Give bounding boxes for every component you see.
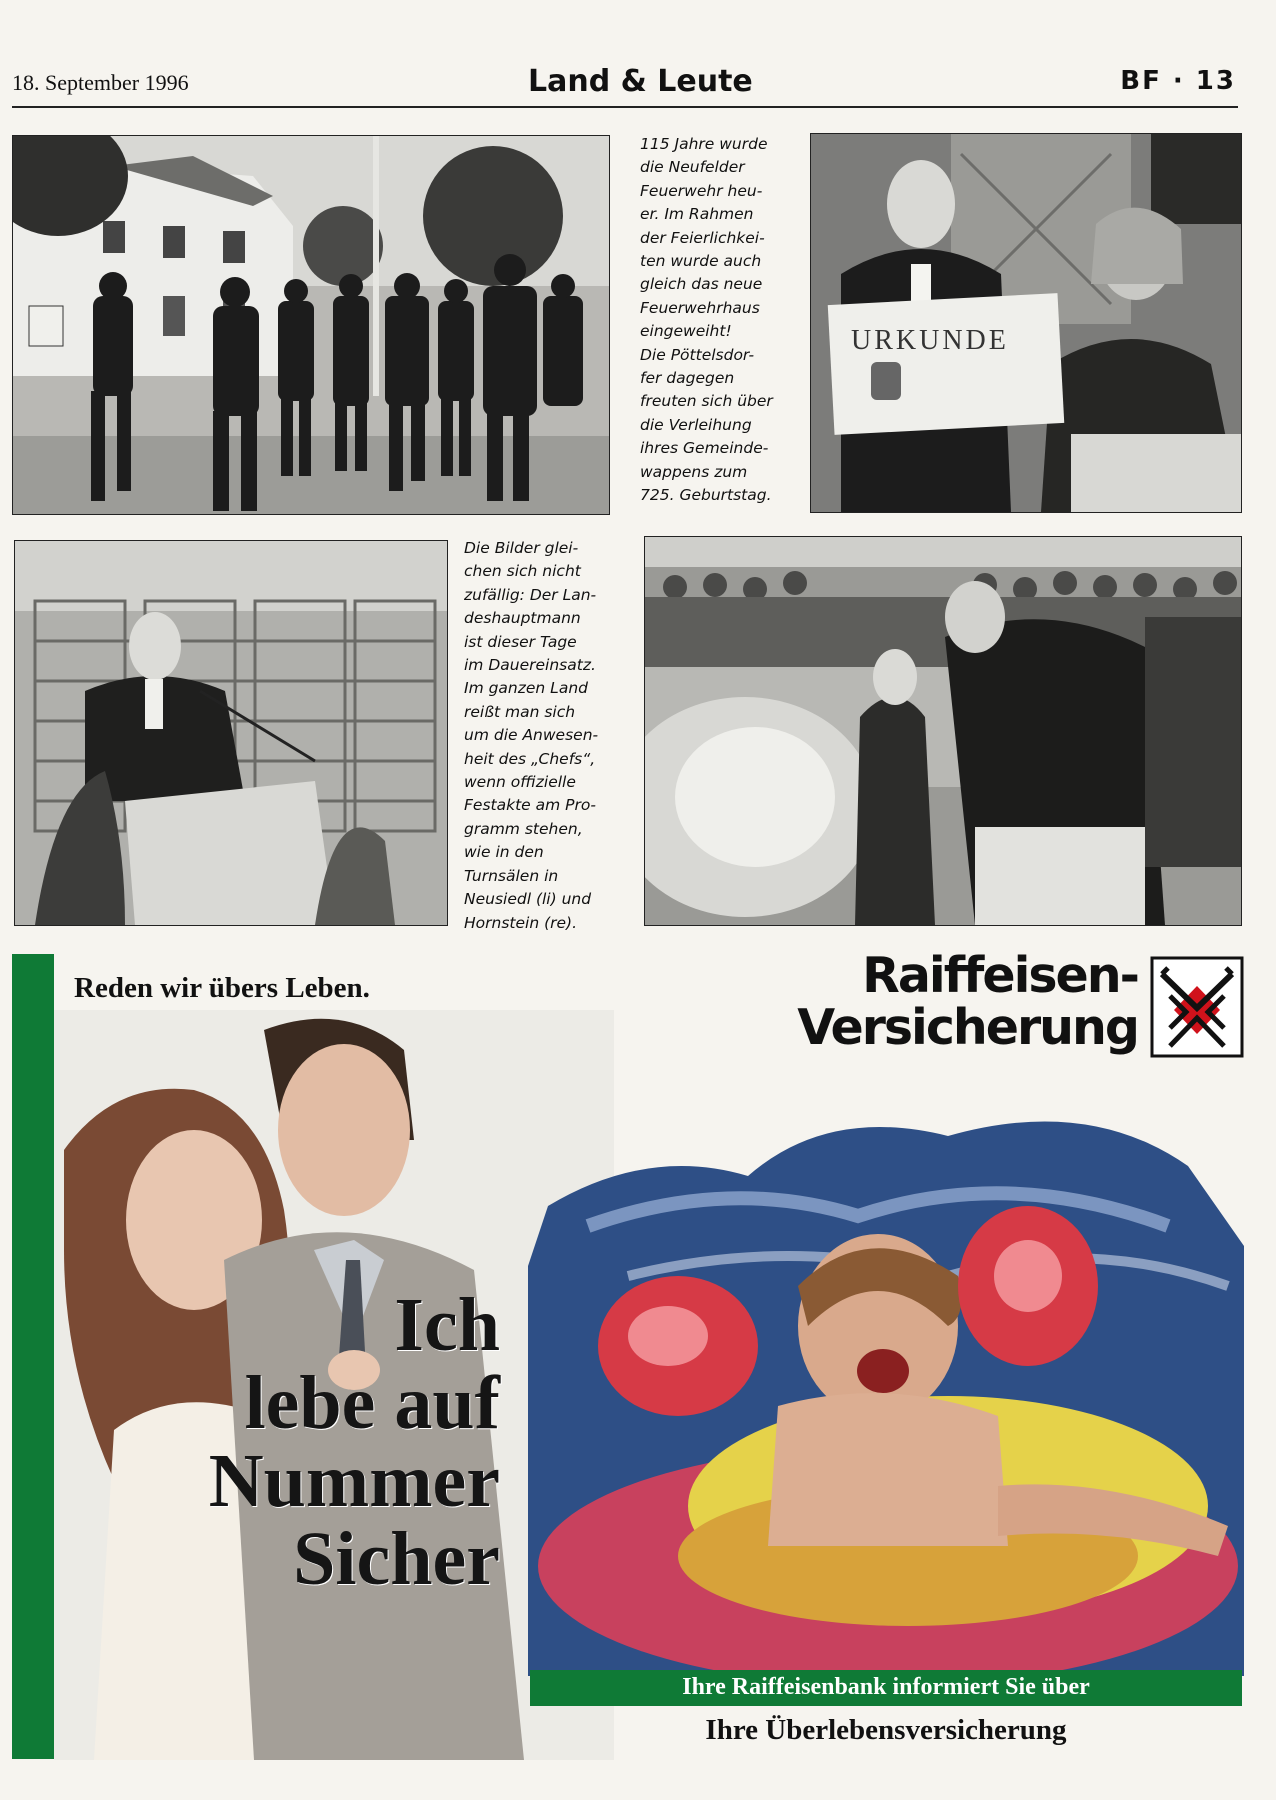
certificate-handover-photo <box>810 133 1242 513</box>
brand-name: Raiffeisen- Versicherung <box>797 947 1138 1056</box>
speaker-at-lectern-photo <box>14 540 448 926</box>
page-number: BF · 13 <box>1120 66 1236 96</box>
ad-headline: Reden wir übers Leben. <box>74 972 370 1004</box>
ad-product-name: Ihre Überlebensversicherung <box>705 1714 1067 1746</box>
certificate-text: URKUNDE <box>851 325 1009 356</box>
photo-caption-governor: Die Bilder glei- chen sich nicht zufällig: Der Lan- deshauptmann ist dieser Tage im Dauereinsatz. Im ganzen Land reißt man sich um die Anwesen- heit des „Chefs“, wenn offizielle Festakte am Pro- gramm stehen, wie in den Turnsälen in Neusiedl (li) und Hornstein (re). <box>464 539 599 932</box>
section-title: Land & Leute <box>528 64 753 99</box>
child-presents-flowers-photo <box>644 536 1242 926</box>
ad-slogan: Ich lebe auf Nummer Sicher <box>208 1283 500 1601</box>
march-of-firefighters-photo <box>12 135 610 515</box>
header-rule <box>12 106 1238 108</box>
child-in-swim-ring-image <box>528 1086 1244 1676</box>
photo-caption-firefighters: 115 Jahre wurde die Neufelder Feuerwehr heu- er. Im Rahmen der Feierlichkei- ten wurde auch gleich das neue Feuerwehrhaus eingeweiht! Die Pöttelsdor- fer dagegen freuten sich über die Verleihung ihres Gemeinde- wappens zum 725. Geburtstag. <box>640 135 773 505</box>
ad-info-band-text: Ihre Raiffeisenbank informiert Sie über <box>682 1674 1090 1700</box>
raiffeisen-gable-logo-icon <box>1150 956 1244 1058</box>
issue-date: 18. September 1996 <box>12 70 189 95</box>
ad-green-bar <box>12 954 54 1759</box>
